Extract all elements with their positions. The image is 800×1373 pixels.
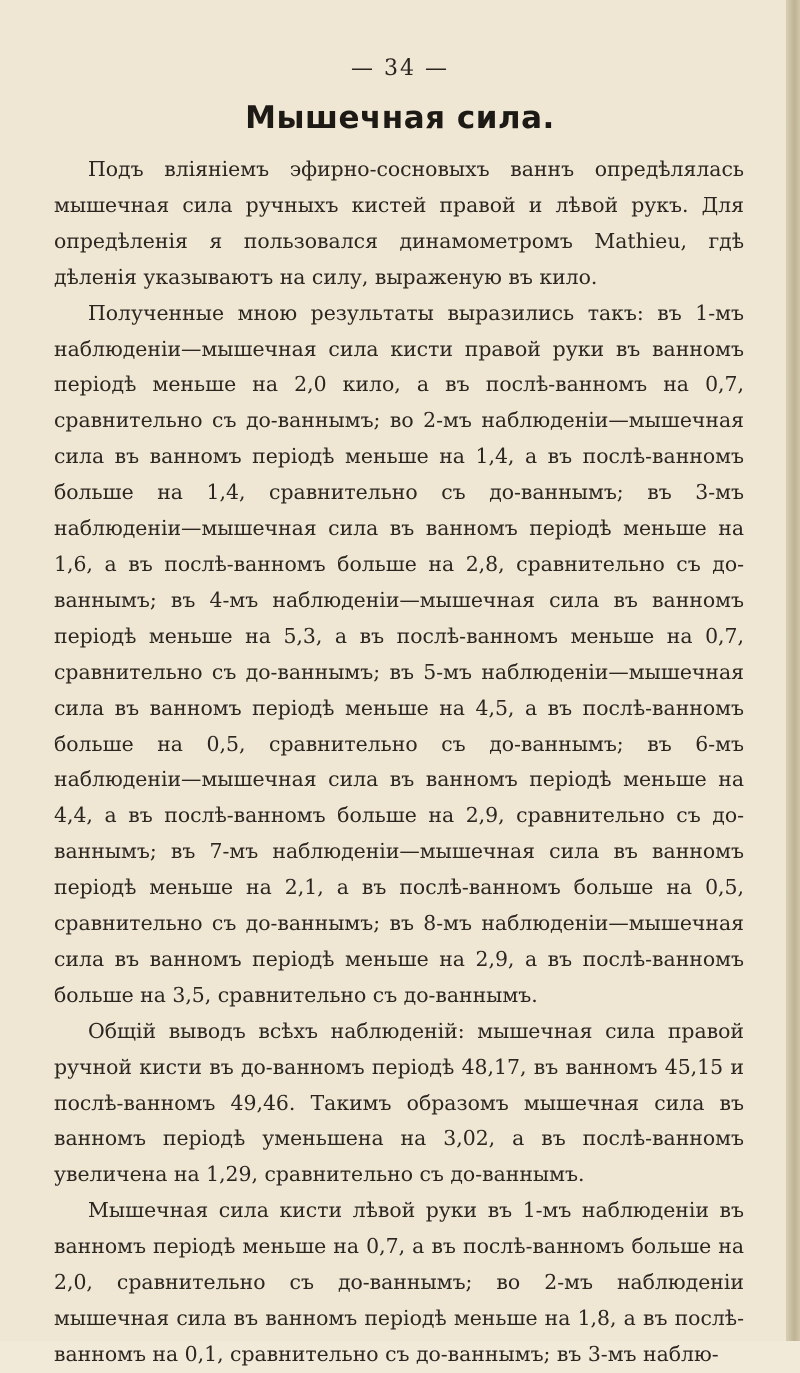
- paragraph-general-conclusion: Общій выводъ всѣхъ наблюденій: мышечная сила правой ручной кисти въ до-ванномъ періодѣ 48,17, въ ванномъ 45,15 и послѣ-ванномъ 49,46. Такимъ образомъ мышечная сила въ ванномъ періодѣ уменьшена на 3,02, а въ послѣ-ванномъ увеличена на 1,29, сравнительно съ до-ваннымъ.: [54, 1018, 744, 1187]
- paragraph-intro: Подъ вліяніемъ эфирно-сосновыхъ ваннъ опредѣлялась мышечная сила ручныхъ кистей правой и лѣвой рукъ. Для опредѣленія я пользовался динамометромъ Mathieu, гдѣ дѣленія указываютъ на силу, выраженую въ кило.: [54, 157, 744, 289]
- page-number: — 34 —: [351, 56, 449, 81]
- paragraph-left-hand-results: Мышечная сила кисти лѣвой руки въ 1-мъ наблюденіи въ ванномъ періодѣ меньше на 0,7, а въ послѣ-ванномъ больше на 2,0, сравнительно съ до-ваннымъ; во 2-мъ наблюденіи мышечная сила въ ванномъ періодѣ меньше на 1,8, а въ послѣ-ванномъ на 0,1, сравнительно съ до-ваннымъ; въ 3-мъ наблю-: [54, 1198, 744, 1366]
- body-text: [54, 152, 744, 1373]
- page-edge: [786, 0, 800, 1341]
- section-title: Мышечная сила.: [245, 100, 555, 136]
- paragraph-right-hand-results: Полученные мною результаты выразились такъ: въ 1-мъ наблюденіи—мышечная сила кисти правой руки въ ванномъ періодѣ меньше на 2,0 кило, а въ послѣ-ванномъ на 0,7, сравнительно съ до-ваннымъ; во 2-мъ наблюденіи—мышечная сила въ ванномъ періодѣ меньше на 1,4, а въ послѣ-ванномъ больше на 1,4, сравнительно съ до-ваннымъ; въ 3-мъ наблюденіи—мышечная сила въ ванномъ періодѣ меньше на 1,6, а въ послѣ-ванномъ больше на 2,8, сравнительно съ до-ваннымъ; въ 4-мъ наблюденіи—мышечная сила въ ванномъ періодѣ меньше на 5,3, а въ послѣ-ванномъ меньше на 0,7, сравнительно съ до-ваннымъ; въ 5-мъ наблюденіи—мышечная сила въ ванномъ періодѣ меньше на 4,5, а въ послѣ-ванномъ больше на 0,5, сравнительно съ до-ваннымъ; въ 6-мъ наблюденіи—мышечная сила въ ванномъ періодѣ меньше на 4,4, а въ послѣ-ванномъ больше на 2,9, сравнительно съ до-ваннымъ; въ 7-мъ наблюденіи—мышечная сила въ ванномъ періодѣ меньше на 2,1, а въ послѣ-ванномъ больше на 0,5, сравнительно съ до-ваннымъ; въ 8-мъ наблюденіи—мышечная сила въ ванномъ періодѣ меньше на 2,9, а въ послѣ-ванномъ больше на 3,5, сравнительно съ до-ваннымъ.: [54, 300, 744, 1007]
